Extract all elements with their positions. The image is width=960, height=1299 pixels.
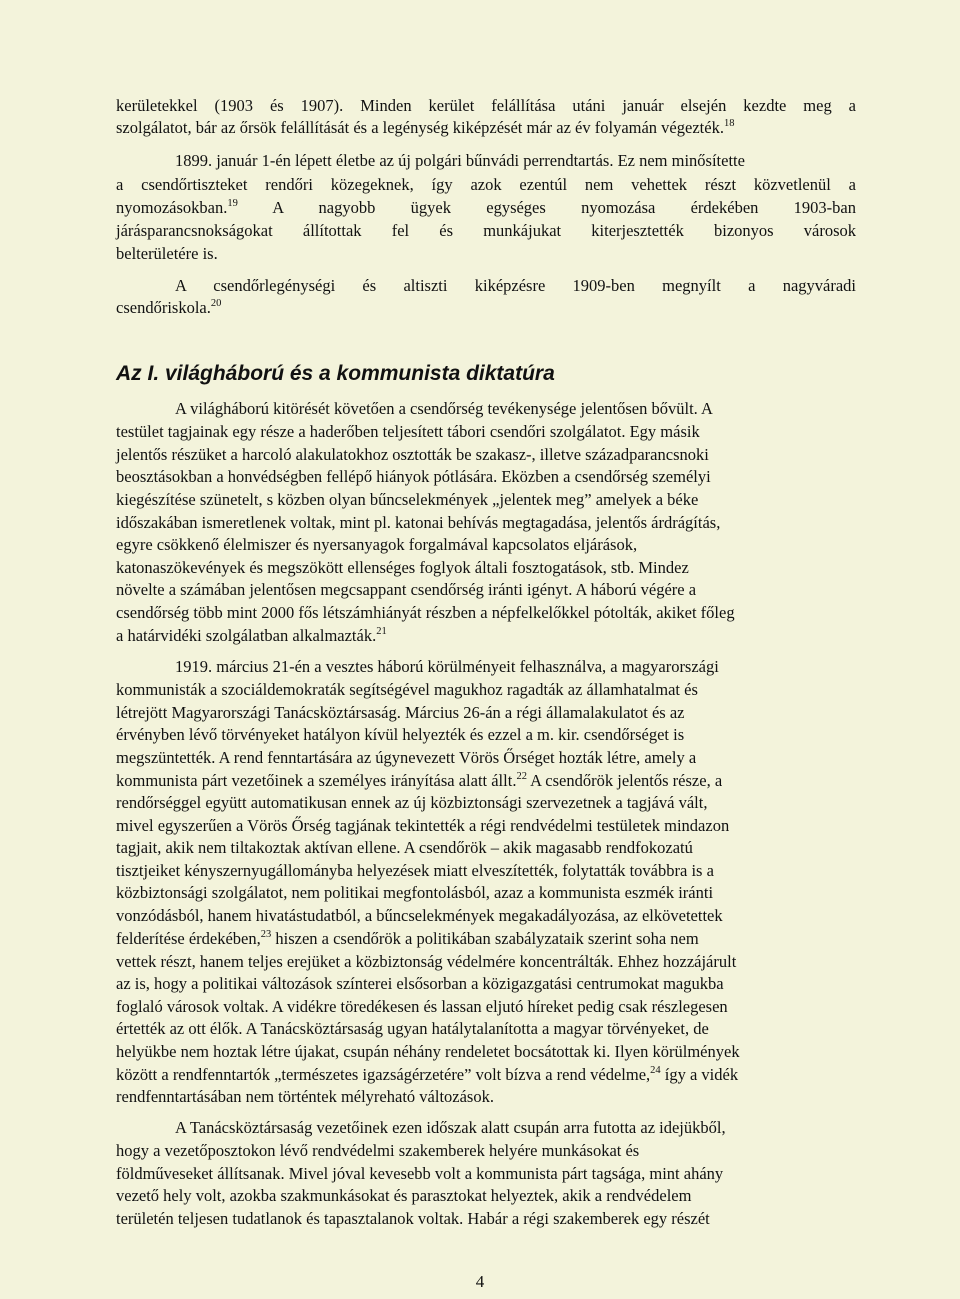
text-line: vezető hely volt, azokba szakmunkásokat és parasztokat helyeztek, akik a rendvédelem — [116, 1186, 692, 1205]
text-line: értették az ott élők. A Tanácsköztársaság ugyan hatálytalanította a magyar törvényeket, de — [116, 1019, 709, 1038]
text-line: nyomozásokban.$^{19}$ A nagyobb ügyek egységes nyomozása érdekében 1903-ban — [116, 198, 856, 217]
text-line: A világháború kitörését követően a csendőrség tevékenysége jelentősen bővült. A — [175, 399, 713, 418]
text-line: járásparancsnokságokat állítottak fel és munkájukat kiterjesztették bizonyos városok — [116, 221, 856, 240]
text-line: időszakában ismeretlenek voltak, mint pl. katonai behívás megtagadása, jelentős árdrágítás, — [116, 513, 721, 532]
text-line: csendőriskola.$^{20}$ — [116, 298, 222, 317]
text-line: kommunisták a szociáldemokraták segítségével magukhoz ragadták az államhatalmat és — [116, 680, 698, 699]
footnote-ref[interactable]: 21 — [376, 626, 387, 637]
text-line: felderítése érdekében,$^{23}$ hiszen a csendőrök a politikában szabályzataik szerint soha nem — [116, 929, 699, 948]
text-line: érvényben lévő törvényeket hatályon kívül helyezték és ezzel a m. kir. csendőrséget is — [116, 725, 685, 744]
text-line: közbiztonsági szolgálatot, nem politikai megfontolásból, azaz a kommunista eszmék iránti — [116, 883, 714, 902]
text-line: tagjait, akik nem tiltakoztak aktívan ellene. A csendőrök – akik magasabb rendfokozatú — [116, 838, 693, 857]
text-line: között a rendfenntartók „természetes igazságérzetére” volt bízva a rend védelme,$^{24}$ így a vidék — [116, 1065, 739, 1084]
text-line: növelte a számában jelentősen megcsappant csendőrség iránti igényt. A háború végére a — [116, 580, 697, 599]
text-line: a határvidéki szolgálatban alkalmazták.$^{21}$ — [116, 626, 387, 645]
text-line: testület tagjainak egy része a haderőben teljesített tábori csendőri szolgálatot. Egy másik — [116, 422, 700, 441]
text-line: létrejött Magyarországi Tanácsköztársaság. Március 26-án a régi államalakulatot és az — [116, 703, 685, 722]
section-heading: Az I. világháború és a kommunista diktatúra — [116, 362, 555, 385]
text-line: hogy a vezetőposztokon lévő rendvédelmi szakemberek helyére munkásokat és — [116, 1141, 640, 1160]
text-line: A csendőrlegénységi és altiszti kiképzésre 1909-ben megnyílt a nagyváradi — [175, 276, 856, 295]
text-line: megszüntették. A rend fenntartására az úgynevezett Vörös Őrséget hozták létre, amely a — [116, 748, 697, 767]
text-line: kommunista párt vezetőinek a személyes irányítása alatt állt.$^{22}$ A csendőrök jelentős része, a — [116, 771, 723, 790]
text-line: 1899. január 1-én lépett életbe az új polgári bűnvádi perrendtartás. Ez nem minősítette — [175, 151, 745, 170]
text-line: kerületekkel (1903 és 1907). Minden kerület felállítása utáni január elsején kezdte meg a — [116, 96, 856, 115]
text-line: csendőrség több mint 2000 fős létszámhiányát részben a népfelkelőkkel pótolták, akiket főleg — [116, 603, 735, 622]
footnote-ref[interactable]: 23 — [260, 929, 272, 940]
text-line: tisztjeiket kényszernyugállományba helyezések miatt elveszítették, folytatták továbbra is a — [116, 861, 714, 880]
text-line: vonzódásból, hanem hivatástudatból, a bűncselekmények megakadályozása, az elkövetettek — [116, 906, 723, 925]
text-line: belterületére is. — [116, 244, 218, 263]
text-line: egyre csökkenő élelmiszer és nyersanyagok forgalmával kapcsolatos eljárások, — [116, 535, 638, 554]
text-line: rendfenntartásában nem történtek mélyreható változások. — [116, 1087, 494, 1106]
text-line: az is, hogy a politikai változások színterei elsősorban a közigazgatási centrumokat magukba — [116, 974, 724, 993]
text-line: jelentős részüket a harcoló alakulatokhoz osztották be szakasz-, illetve századparancsnoki — [116, 445, 709, 464]
text-line: beosztásokban a honvédségben fellépő hiányok pótlására. Eközben a csendőrség személyi — [116, 467, 711, 486]
text-line: A Tanácsköztársaság vezetőinek ezen időszak alatt csupán arra futotta az idejükből, — [175, 1118, 726, 1137]
text-line: vettek részt, hanem teljes erejüket a közbiztonság védelmére koncentrálták. Ehhez hozzájárult — [116, 952, 737, 971]
text-line: rendőrséggel együtt automatikusan ennek az új közbiztonsági szervezetnek a tagjává vált, — [116, 793, 708, 812]
text-line: földműveseket állítsanak. Mivel jóval kevesebb volt a kommunista párt tagsága, mint ahány — [116, 1164, 724, 1183]
footnote-ref[interactable]: 18 — [723, 118, 735, 129]
text-line: területén teljesen tudatlanok és tapasztalanok voltak. Habár a régi szakemberek egy részét — [116, 1209, 710, 1228]
page-number: 4 — [475, 1272, 485, 1291]
text-line: helyükbe nem hoztak létre újakat, csupán néhány rendeletet bocsátottak ki. Ilyen körülmények — [116, 1042, 740, 1061]
footnote-ref[interactable]: 20 — [210, 298, 222, 309]
text-line: a csendőrtiszteket rendőri közegeknek, így azok ezentúl nem vehettek részt közvetlenül a — [116, 175, 856, 194]
footnote-ref[interactable]: 24 — [650, 1065, 661, 1076]
text-line: katonaszökevények és megszökött ellenséges foglyok általi fosztogatások, stb. Mindez — [116, 558, 689, 577]
footnote-ref[interactable]: 19 — [227, 198, 238, 209]
text-line: 1919. március 21-én a vesztes háború körülményeit felhasználva, a magyarországi — [175, 657, 719, 676]
text-line: mivel egyszerűen a Vörös Őrség tagjának tekintették a régi rendvédelmi testületek mindazon — [116, 816, 730, 835]
text-line: kiegészítése szünetelt, s közben olyan bűncselekmények „jelentek meg” amelyek a béke — [116, 490, 699, 509]
footnote-ref[interactable]: 22 — [516, 771, 527, 782]
text-line: szolgálatot, bár az őrsök felállítását és a legénység kiképzését már az év folyamán végezték.$^{18}$ — [116, 118, 735, 137]
text-line: foglaló városok voltak. A vidékre töredékesen és lassan eljutó híreket pedig csak részlegesen — [116, 997, 728, 1016]
